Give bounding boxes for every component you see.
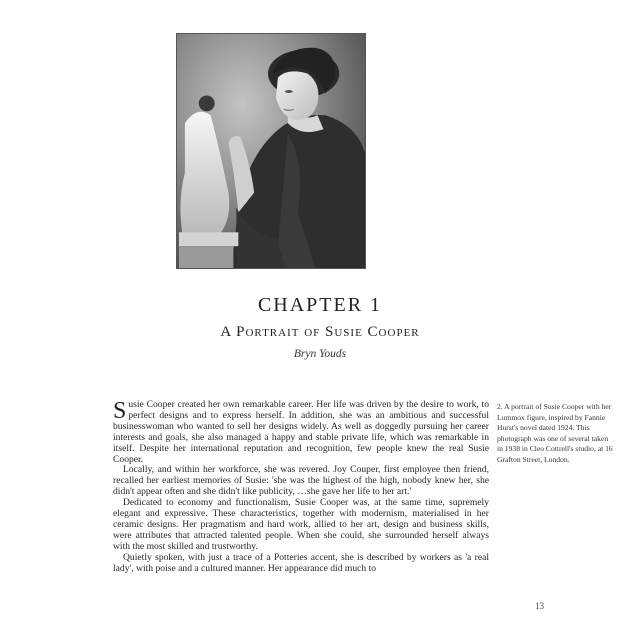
author-byline: Bryn Youds xyxy=(293,348,347,360)
paragraph-1-text: usie Cooper created her own remarkable career. Her life was driven by the desire to work, to perfect designs and to express herself. In addition, she was an ambitious and successful businesswoman who wanted to sell her designs widely. As well as doggedly pursuing her career interests and goals, she also managed a happy and stable private life, which was remarkable in itself. Despite her international reputation and recognition, few people knew the real Susie Cooper. xyxy=(113,399,489,465)
portrait-photo xyxy=(176,33,366,269)
paragraph-1 xyxy=(113,400,489,465)
chapter-title: A Portrait of Susie Cooper xyxy=(220,324,420,340)
body-text xyxy=(113,400,489,575)
page-number: 13 xyxy=(535,601,544,611)
photo-illustration xyxy=(177,34,365,268)
figure-caption: 2. A portrait of Susie Cooper with her Lummox figure, inspired by Fannie Hurst's novel dated 1924. This photograph was one of several taken in 1938 in Cleo Cottrell's studio, at 16 Grafton Street, London. xyxy=(497,402,613,464)
paragraph-4: Quietly spoken, with just a trace of a Potteries accent, she is described by workers as 'a real lady', with poise and a cultured manner. Her appearance did much to xyxy=(113,551,489,574)
paragraph-3: Dedicated to economy and functionalism, Susie Cooper was, at the same time, supremely elegant and expressive. These characteristics, together with modernism, materialised in her ceramic designs. Her pragmatism and hard work, allied to her art, design and business skills, were attributes that attracted talented people. When she could, she surrounded herself always with the most skilled and trustworthy. xyxy=(113,497,489,552)
paragraph-2: Locally, and within her workforce, she was revered. Joy Couper, first employee then friend, recalled her earliest memories of Susie: 'she was the highest of the high, nobody knew her, she didn't appear often and she didn't like publicity, …she gave her life to her art.' xyxy=(113,464,489,498)
drop-cap: S xyxy=(113,398,127,424)
chapter-heading: CHAPTER 1 xyxy=(257,294,383,316)
